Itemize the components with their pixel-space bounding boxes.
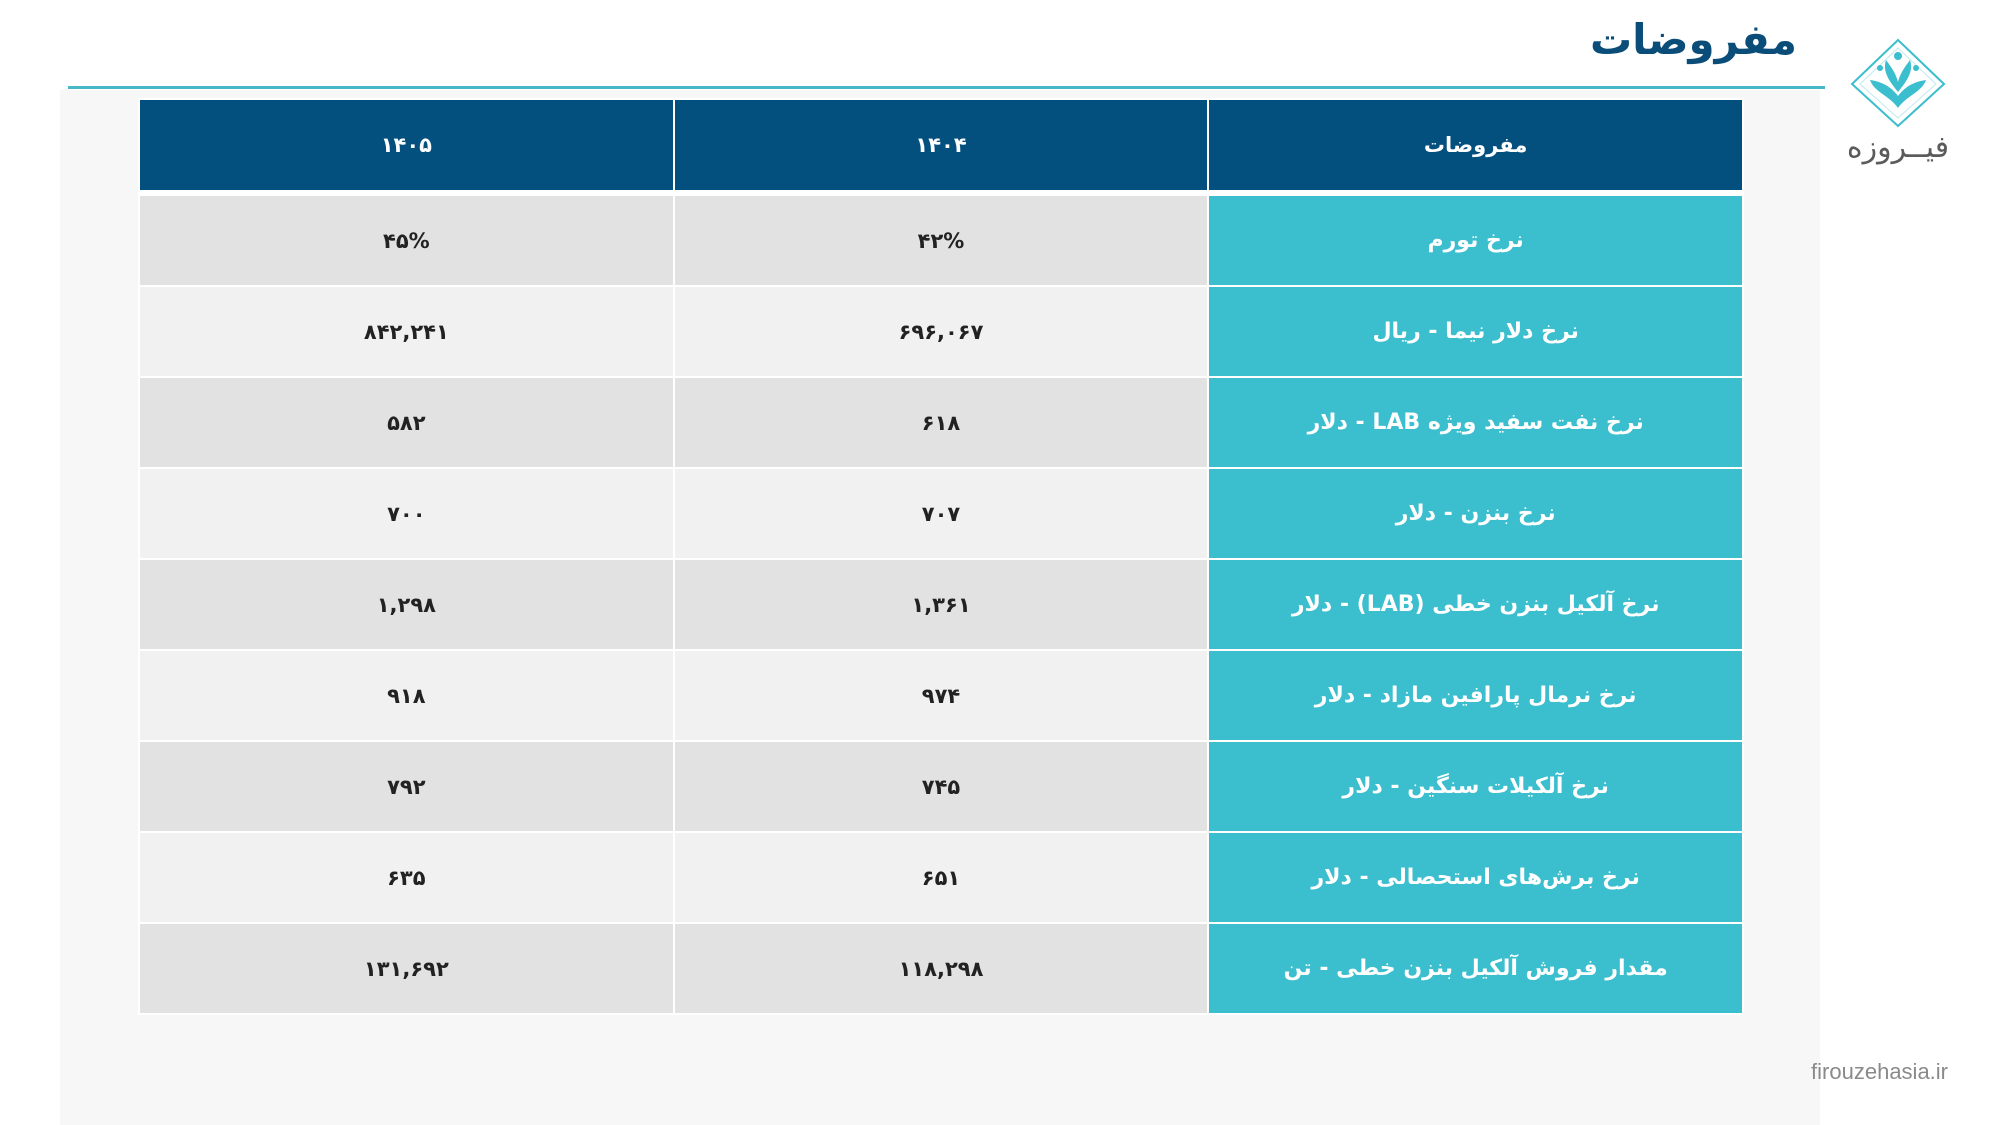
row-label: نرخ بنزن - دلار xyxy=(1208,468,1743,559)
value-1405: ۵۸۲ xyxy=(139,377,674,468)
value-1404: ۶۵۱ xyxy=(674,832,1209,923)
row-label: نرخ آلکیل بنزن خطی (LAB) - دلار xyxy=(1208,559,1743,650)
website-url: firouzehasia.ir xyxy=(1811,1059,1948,1084)
company-logo xyxy=(1840,38,1956,168)
logo-wordmark: فیــروزه xyxy=(1846,130,1950,165)
table-row-benzene-rate xyxy=(139,468,1743,559)
row-label: نرخ برش‌های استحصالی - دلار xyxy=(1208,832,1743,923)
row-label: نرخ تورم xyxy=(1208,193,1743,286)
table-row-inflation-rate xyxy=(139,193,1743,286)
value-1405: ۷۹۲ xyxy=(139,741,674,832)
value-1404: ۷۴۵ xyxy=(674,741,1209,832)
row-label: نرخ دلار نیما - ریال xyxy=(1208,286,1743,377)
value-1405: ۴۵% xyxy=(139,193,674,286)
value-1405: ۱۳۱,۶۹۲ xyxy=(139,923,674,1014)
table-row-heavy-alkylate-rate xyxy=(139,741,1743,832)
table-row-lab-rate xyxy=(139,559,1743,650)
table-row-lab-kerosene-rate xyxy=(139,377,1743,468)
row-label: نرخ نرمال پارافین مازاد - دلار xyxy=(1208,650,1743,741)
header-year-1405: ۱۴۰۵ xyxy=(139,99,674,193)
firouzeh-emblem-icon xyxy=(1840,38,1956,128)
row-label: مقدار فروش آلکیل بنزن خطی - تن xyxy=(1208,923,1743,1014)
title-underline xyxy=(68,86,1825,89)
row-label: نرخ نفت سفید ویژه LAB - دلار xyxy=(1208,377,1743,468)
table-row-normal-paraffin-rate xyxy=(139,650,1743,741)
table-row-lab-sales-volume xyxy=(139,923,1743,1014)
value-1404: ۱۱۸,۲۹۸ xyxy=(674,923,1209,1014)
value-1405: ۹۱۸ xyxy=(139,650,674,741)
table-header-row xyxy=(139,99,1743,193)
value-1404: ۴۲% xyxy=(674,193,1209,286)
header-assumptions: مفروضات xyxy=(1208,99,1743,193)
table-row-extracted-cuts-rate xyxy=(139,832,1743,923)
value-1404: ۱,۳۶۱ xyxy=(674,559,1209,650)
value-1405: ۱,۲۹۸ xyxy=(139,559,674,650)
value-1405: ۶۳۵ xyxy=(139,832,674,923)
value-1404: ۷۰۷ xyxy=(674,468,1209,559)
value-1404: ۹۷۴ xyxy=(674,650,1209,741)
value-1405: ۸۴۲,۲۴۱ xyxy=(139,286,674,377)
row-label: نرخ آلکیلات سنگین - دلار xyxy=(1208,741,1743,832)
assumptions-table xyxy=(138,98,1744,1015)
table-row-nima-dollar-rate xyxy=(139,286,1743,377)
header-year-1404: ۱۴۰۴ xyxy=(674,99,1209,193)
value-1404: ۶۹۶,۰۶۷ xyxy=(674,286,1209,377)
page-title: مفروضات xyxy=(1589,15,1797,64)
value-1404: ۶۱۸ xyxy=(674,377,1209,468)
value-1405: ۷۰۰ xyxy=(139,468,674,559)
